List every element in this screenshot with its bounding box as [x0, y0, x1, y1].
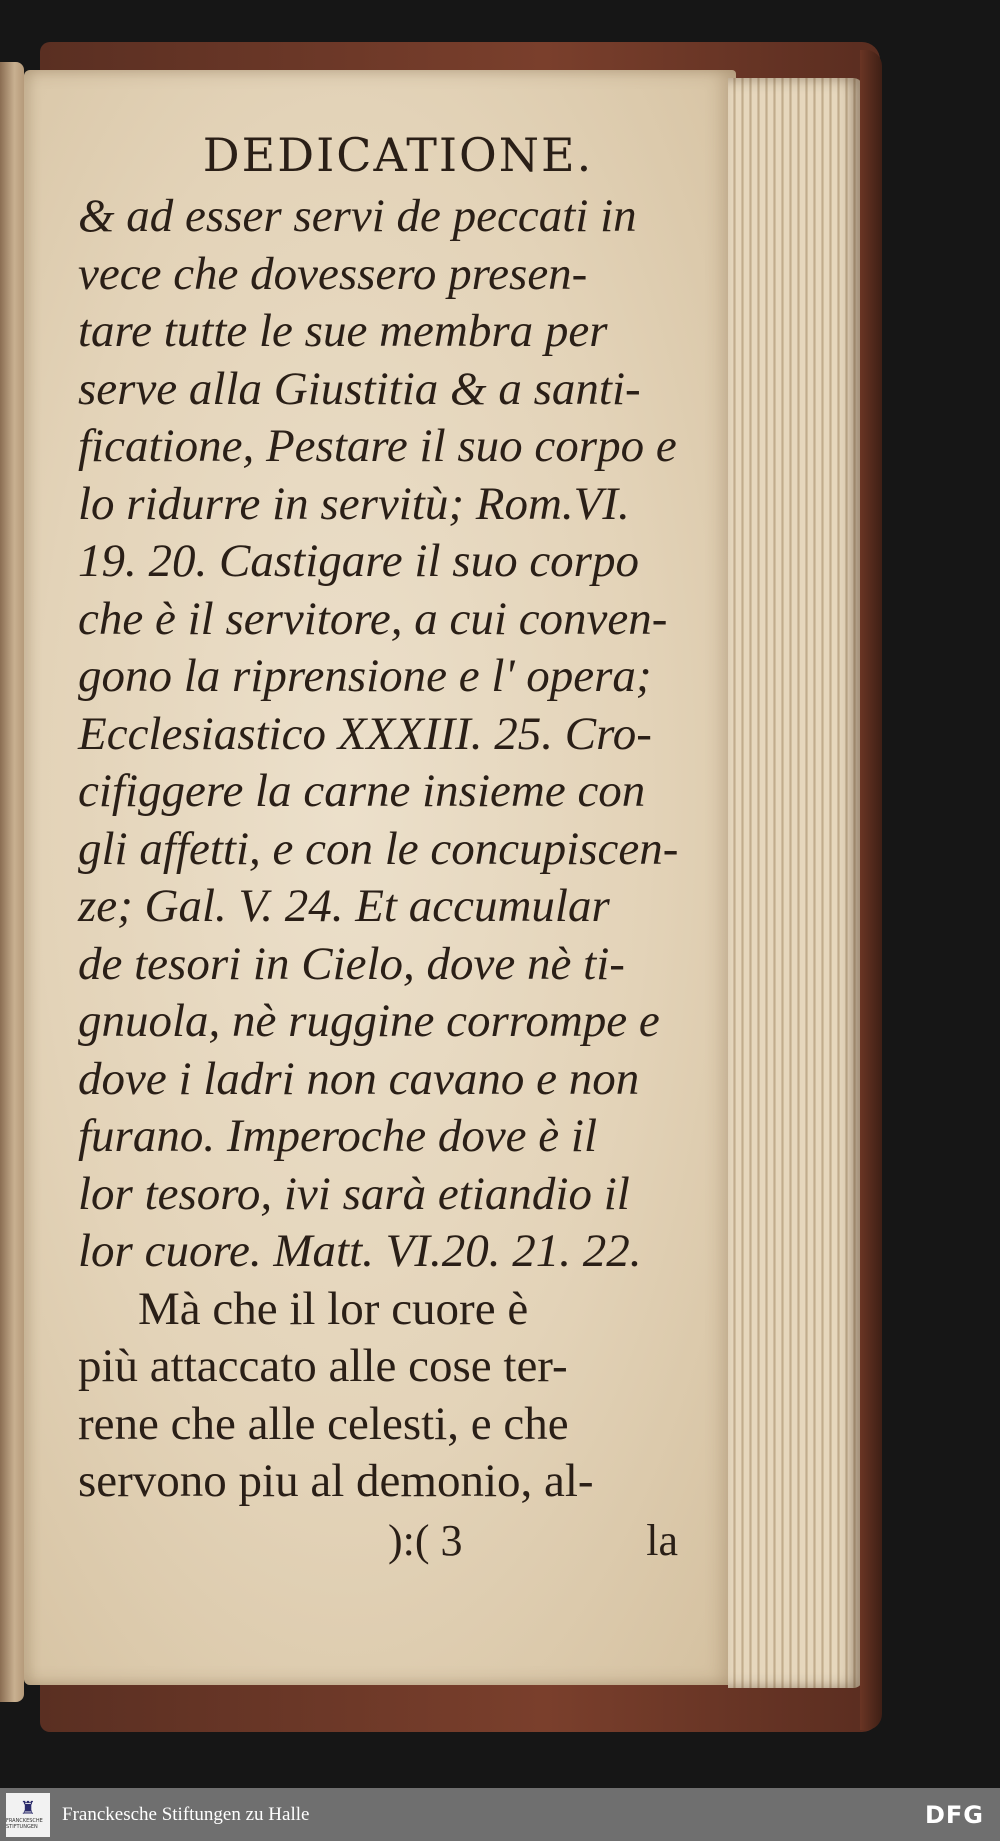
institution-logo[interactable] — [6, 1793, 50, 1837]
text-line: rene che alle celesti, e che — [78, 1397, 569, 1450]
text-line: lo ridurre in servitù; Rom.VI. — [78, 477, 630, 530]
text-line: lor cuore. Matt. VI.20. 21. 22. — [78, 1225, 642, 1277]
text-line: & ad esser servi de peccati in — [78, 190, 637, 242]
text-line: che è il servitore, a cui conven- — [78, 592, 668, 645]
page-text — [78, 128, 678, 1571]
catchword: la — [646, 1515, 678, 1565]
text-line: ficatione, Pestare il suo corpo e — [78, 420, 677, 472]
page-heading: DEDICATIONE. — [202, 128, 594, 182]
text-line: lor tesoro, ivi sarà etiandio il — [78, 1167, 630, 1220]
text-line: cifiggere la carne insieme con — [78, 765, 646, 817]
signature-mark: ):( 3 — [388, 1515, 463, 1565]
text-line: 19. 20. Castigare il suo corpo — [78, 535, 639, 587]
logo-text: FRANCKESCHE STIFTUNGEN — [6, 1817, 43, 1830]
text-line: più attaccato alle cose ter- — [78, 1340, 568, 1392]
dfg-logo[interactable]: DFG — [924, 1800, 984, 1829]
cover-edge — [860, 50, 882, 1730]
facing-page-edge — [0, 62, 24, 1702]
viewer-footer-bar — [0, 1788, 1000, 1841]
text-line: de tesori in Cielo, dove nè ti- — [78, 937, 625, 990]
text-line: serve alla Giustitia & a santi- — [78, 362, 641, 415]
text-line: ze; Gal. V. 24. Et accumular — [78, 880, 610, 932]
text-line: Ecclesiastico XXXIII. 25. Cro- — [78, 707, 652, 760]
text-line: furano. Imperoche dove è il — [78, 1110, 598, 1162]
text-line: servono piu al demonio, al- — [78, 1455, 594, 1507]
text-line: Mà che il lor cuore è — [138, 1282, 529, 1335]
text-line: dove i ladri non cavano e non — [78, 1052, 640, 1105]
text-lines — [78, 188, 678, 1511]
text-line: gli affetti, e con le concupiscen- — [78, 822, 679, 875]
institution-name[interactable]: Franckesche Stiftungen zu Halle — [62, 1803, 310, 1825]
page-edges — [728, 78, 863, 1688]
page-footer-line — [78, 1511, 678, 1571]
building-icon: ♜ — [19, 1797, 37, 1819]
text-line: gono la riprensione e l' opera; — [78, 650, 652, 702]
text-line: vece che dovessero presen- — [78, 247, 588, 300]
text-line: gnuola, nè ruggine corrompe e — [78, 995, 660, 1047]
text-line: tare tutte le sue membra per — [78, 305, 608, 357]
